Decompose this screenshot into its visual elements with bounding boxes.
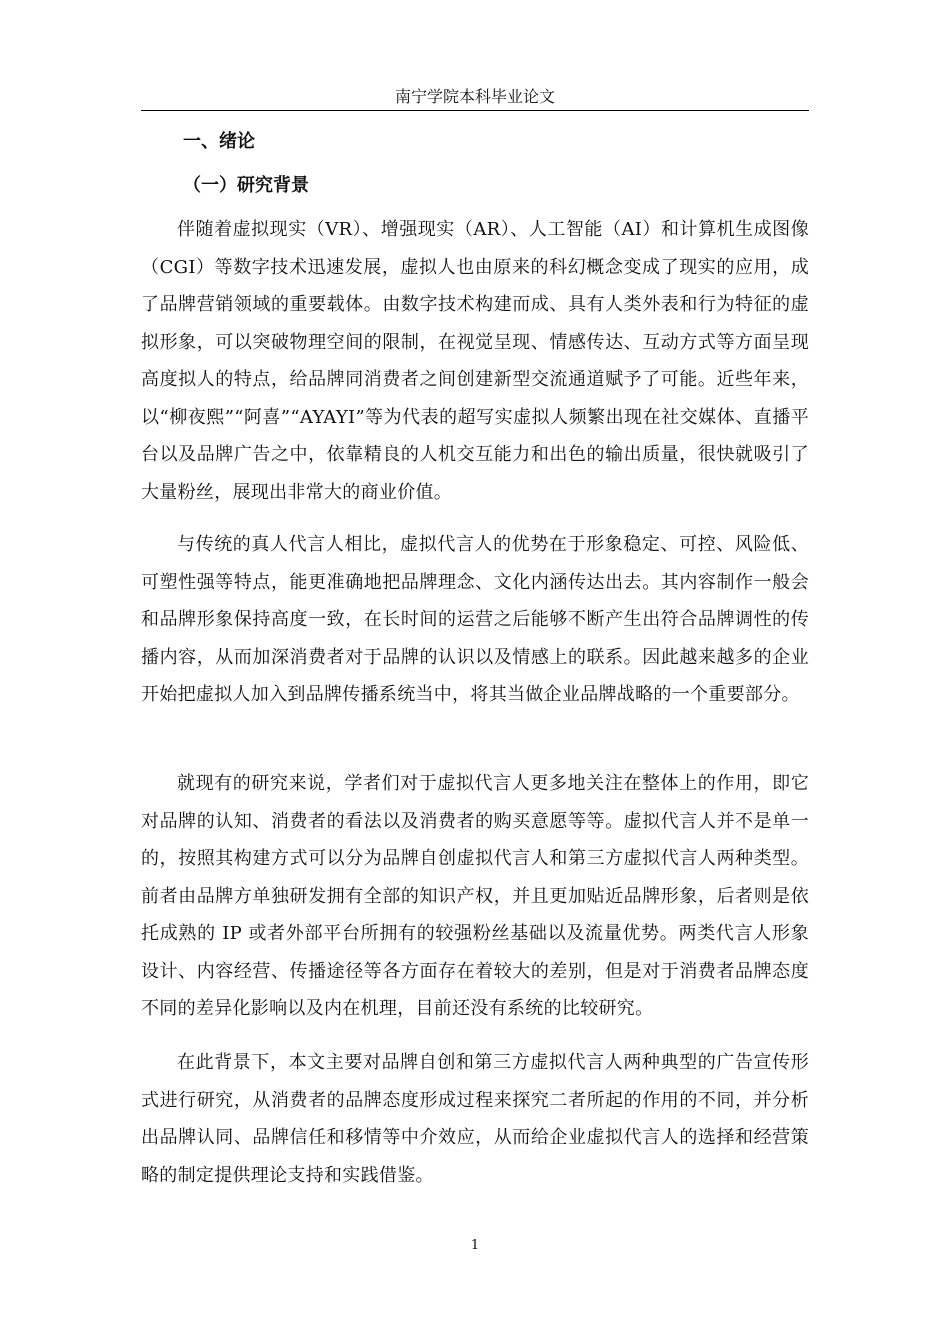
chapter-heading: 一、绪论 bbox=[183, 131, 255, 152]
page-number: 1 bbox=[470, 1238, 480, 1253]
paragraph-text: 与传统的真人代言人相比，虚拟代言人的优势在于形象稳定、可控、风险低、可塑性强等特点，能更准确地把品牌理念、文化内涵传达出去。其内容制作一般会和品牌形象保持高度一致，在长时间的运营之后能够不断产生出符合品牌调性的传播内容，从而加深消费者对于品牌的认识以及情感上的联系。因此越来越多的企业开始把虚拟人加入到品牌传播系统当中，将其当做企业品牌战略的一个重要部分。 bbox=[141, 534, 809, 705]
running-header: 南宁学院本科毕业论文 bbox=[394, 87, 555, 106]
header-rule bbox=[141, 110, 809, 111]
body-paragraph bbox=[141, 1044, 809, 1194]
paragraph-text: 就现有的研究来说，学者们对于虚拟代言人更多地关注在整体上的作用，即它对品牌的认知、消费者的看法以及消费者的购买意愿等等。虚拟代言人并不是单一的，按照其构建方式可以分为品牌自创虚拟代言人和第三方虚拟代言人两种类型。前者由品牌方单独研发拥有全部的知识产权，并且更加贴近品牌形象，后者则是依托成熟的 IP 或者外部平台所拥有的较强粉丝基础以及流量优势。两类代言人形象设计、内容经营、传播途径等各方面存在着较大的差别，但是对于消费者品牌态度不同的差异化影响以及内在机理，目前还没有系统的比较研究。 bbox=[141, 773, 809, 1019]
body-paragraph bbox=[141, 211, 809, 511]
body-paragraph bbox=[141, 765, 809, 1028]
body-paragraph bbox=[141, 526, 809, 714]
paragraph-text: 伴随着虚拟现实（VR）、增强现实（AR）、人工智能（AI）和计算机生成图像（CGI）等数字技术迅速发展，虚拟人也由原来的科幻概念变成了现实的应用，成了品牌营销领域的重要载体。由数字技术构建而成、具有人类外表和行为特征的虚拟形象，可以突破物理空间的限制，在视觉呈现、情感传达、互动方式等方面呈现高度拟人的特点，给品牌同消费者之间创建新型交流通道赋予了可能。近些年来，以“柳夜熙”“阿喜”“AYAYI”等为代表的超写实虚拟人频繁出现在社交媒体、直播平台以及品牌广告之中，依靠精良的人机交互能力和出色的输出质量，很快就吸引了大量粉丝，展现出非常大的商业价值。 bbox=[141, 219, 809, 503]
paragraph-text: 在此背景下，本文主要对品牌自创和第三方虚拟代言人两种典型的广告宣传形式进行研究，从消费者的品牌态度形成过程来探究二者所起的作用的不同，并分析出品牌认同、品牌信任和移情等中介效应，从而给企业虚拟代言人的选择和经营策略的制定提供理论支持和实践借鉴。 bbox=[141, 1052, 809, 1186]
section-heading: （一）研究背景 bbox=[183, 175, 309, 196]
